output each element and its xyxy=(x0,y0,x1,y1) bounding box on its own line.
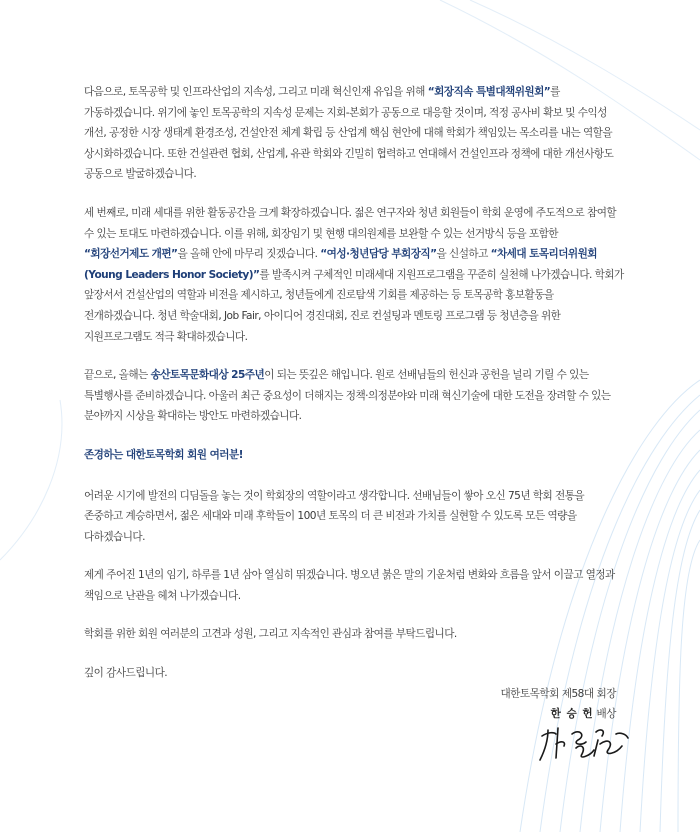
paragraph-text: 다음으로, 토목공학 및 인프라산업의 지속성, 그리고 미래 혁신인재 유입을 위해 xyxy=(84,86,428,98)
paragraph-text: 를 발족시켜 구체적인 미래세대 지원프로그램을 꾸준히 실천해 나가겠습니다. 학회가 앞장서서 건설산업의 역할과 비전을 제시하고, 청년들에게 진로탐색 기회를 제공하는 등 토목공학 홍보활동을 전개하겠습니다. 청년 학술대회, Job Fair, 아이디어 경진대회, 진로 컨설팅과 멘토링 프로그램 등 청년층을 위한 지원프로그램도 적극 확대하겠습니다. xyxy=(84,268,624,343)
paragraph-future-generation xyxy=(84,203,624,347)
signoff-title: 대한토목학회 제58대 회장 xyxy=(500,688,616,700)
paragraph-request: 학회를 위한 회원 여러분의 고견과 성원, 그리고 지속적인 관심과 참여를 부탁드립니다. xyxy=(84,628,457,641)
highlight-award-anniversary: 송산토목문화대상 25주년 xyxy=(150,369,265,382)
highlight-committee: “회장직속 특별대책위원회” xyxy=(427,86,551,98)
paragraph-committee xyxy=(84,82,624,185)
paragraph-text: 을 신설하고 xyxy=(436,248,491,261)
signoff-name: 한 승 헌 xyxy=(550,708,594,720)
paragraph-text: 끝으로, 올해는 xyxy=(84,369,151,382)
greeting-heading: 존경하는 대한토목학회 회원 여러분! xyxy=(84,448,243,461)
paragraph-tradition: 어려운 시기에 발전의 디딤돌을 놓는 것이 학회장의 역할이라고 생각합니다. 선배님들이 쌓아 오신 75년 학회 전통을 존중하고 계승하면서, 젊은 세대와 미래 후학들이 100년 토목의 더 큰 비전과 가치를 실현할 수 있도록 모든 역량을 다하겠습니다. xyxy=(84,489,585,543)
paragraph-text: 이 되는 뜻깊은 해입니다. 원로 선배님들의 헌신과 공헌을 널리 기릴 수 있는 특별행사를 준비하겠습니다. 아울러 최근 중요성이 더해지는 정책·의정분야와 미래 혁신기술에 대한 도전을 장려할 수 있는 분야까지 시상을 확대하는 방안도 마련하겠습니다. xyxy=(84,369,611,423)
paragraph-term: 제게 주어진 1년의 임기, 하루를 1년 삼아 열심히 뛰겠습니다. 병오년 붉은 말의 기운처럼 변화와 흐름을 앞서 이끌고 열정과 책임으로 난관을 헤쳐 나가겠습니다. xyxy=(84,569,615,602)
paragraph-text: 를 가동하겠습니다. 위기에 놓인 토목공학의 지속성 문제는 지회-본회가 공동으로 대응할 것이며, 적정 공사비 확보 및 수익성 개선, 공정한 시장 생태계 환경조성, 건설안전 체계 확립 등 산업계 핵심 현안에 대해 학회가 책임있는 목소리를 내는 역할을 상시화하겠습니다. 또한 건설관련 협회, 산업계, 유관 학회와 긴밀히 협력하고 연대해서 건설인프라 정책에 대한 개선사항도 공동으로 발굴하겠습니다. xyxy=(84,86,614,181)
letter-body xyxy=(84,82,624,684)
highlight-young-leaders: “차세대 토목리더위원회 (Young Leaders Honor Society)” xyxy=(84,248,597,281)
signoff-suffix: 배상 xyxy=(593,708,616,720)
highlight-election-reform: “회장선거제도 개편” xyxy=(84,248,178,261)
signoff-name-line xyxy=(500,704,616,724)
paragraph-anniversary xyxy=(84,365,624,427)
paragraph-text: 세 번째로, 미래 세대를 위한 활동공간을 크게 확장하겠습니다. 젊은 연구자와 청년 회원들이 학회 운영에 주도적으로 참여할 수 있는 토대도 마련하겠습니다. 이를 위해, 회장임기 및 현행 대의원제를 보완할 수 있는 선거방식 등을 포함한 xyxy=(84,206,617,240)
highlight-vice-president: “여성·청년담당 부회장직” xyxy=(320,248,437,261)
signoff-block xyxy=(500,684,616,724)
handwritten-signature xyxy=(536,722,636,766)
paragraph-text: 을 올해 안에 마무리 짓겠습니다. xyxy=(177,248,321,261)
closing-thanks: 깊이 감사드립니다. xyxy=(84,667,168,680)
